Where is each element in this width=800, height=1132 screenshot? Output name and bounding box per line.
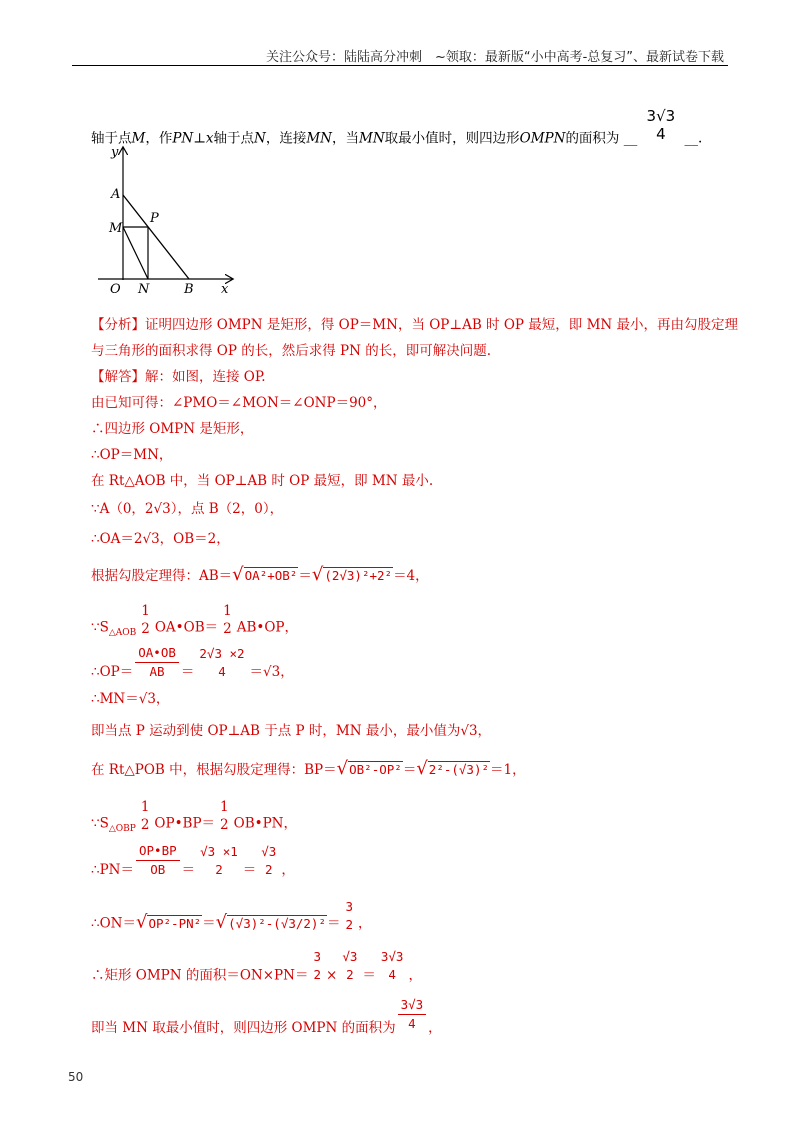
label-y: y [111,145,119,160]
solution-line-15: ∴ON＝√OP²-PN²＝√(√3)²-(√3/2)²＝ 3 2 ， [91,899,372,933]
solution-line-8: $\because S_{\triangle AOB}$ 1 2 OA•OB＝ 1 2 AB•OP， [91,603,299,639]
analysis-line-1: 【分析】证明四边形 OMPN 是矩形，得 OP＝MN，当 OP⊥AB 时 OP 最短，即 MN 最小，再由勾股定理 [91,317,738,333]
label-x: x [221,282,229,297]
label-A: A [111,187,121,202]
label-B: B [184,282,194,297]
solution-line-9: ∴OP＝ $\frac{OA•OB}{AB}$ ＝ 2√3 ×2 4 ＝√3， [91,645,294,680]
solution-line-0: 【解答】解：如图，连接 OP. [91,369,266,385]
solution-line-11: 即当点 P 运动到使 OP⊥AB 于点 P 时，MN 最小，最小值为√3， [91,723,492,739]
page-header: 关注公众号：陆陆高分冲刺 ~领取：最新版“小中高考-总复习”、最新试卷下载 [265,50,724,65]
label-N: N [138,282,150,297]
solution-line-10: ∴MN＝√3， [91,691,170,707]
solution-line-2: ∴四边形 OMPN 是矩形， [91,421,254,437]
header-rule [72,65,728,66]
solution-line-5: ∵A（0，2√3），点 B（2，0）， [91,501,284,517]
solution-line-16: ∴矩形 OMPN 的面积＝ON×PN＝ 3 2 × √3 2 ＝ 3√3 4 ， [91,949,422,984]
segment-AB [123,195,189,279]
geometry-figure [96,140,241,300]
solution-line-6: ∴OA＝2√3，OB＝2， [91,531,230,547]
solution-line-4: 在 Rt△AOB 中，当 OP⊥AB 时 OP 最短，即 MN 最小. [91,473,434,489]
solution-line-3: ∴OP＝MN， [91,447,173,463]
question-line: 轴于点M，作PN⊥x轴于点N，连接MN，当MN取最小值时，则四边形OMPN的面积为 __ 3√3 4 __. [91,107,703,147]
analysis-line-2: 与三角形的面积求得 OP 的长，然后求得 PN 的长，即可解决问题. [91,343,492,359]
solution-line-12: 在 Rt△POB 中，根据勾股定理得：BP＝√OB²-OP²＝√2²-(√3)²＝1， [91,758,526,779]
label-P: P [150,211,159,226]
label-O: O [110,282,121,297]
label-M: M [109,221,123,236]
segment-MN [123,227,148,279]
solution-line-17: 即当 MN 取最小值时，则四边形 OMPN 的面积为 $\frac{3√3}{4}$ ， [91,997,442,1036]
page-number: 50 [68,1070,84,1084]
solution-line-13: $\because S_{\triangle OBP}$ 1 2 OP•BP＝ 1 2 OB•PN， [91,799,297,835]
solution-line-14: ∴PN＝ $\frac{OP•BP}{OB}$ ＝ √3 ×1 2 ＝ √3 2 ， [91,843,295,878]
solution-line-7: 根据勾股定理得：AB＝√OA²+OB²＝√(2√3)²+2²＝4， [91,564,429,585]
answer-fraction: 3√3 4 [646,107,676,143]
solution-line-1: 由已知可得：∠PMO＝∠MON＝∠ONP＝90°， [91,395,387,411]
